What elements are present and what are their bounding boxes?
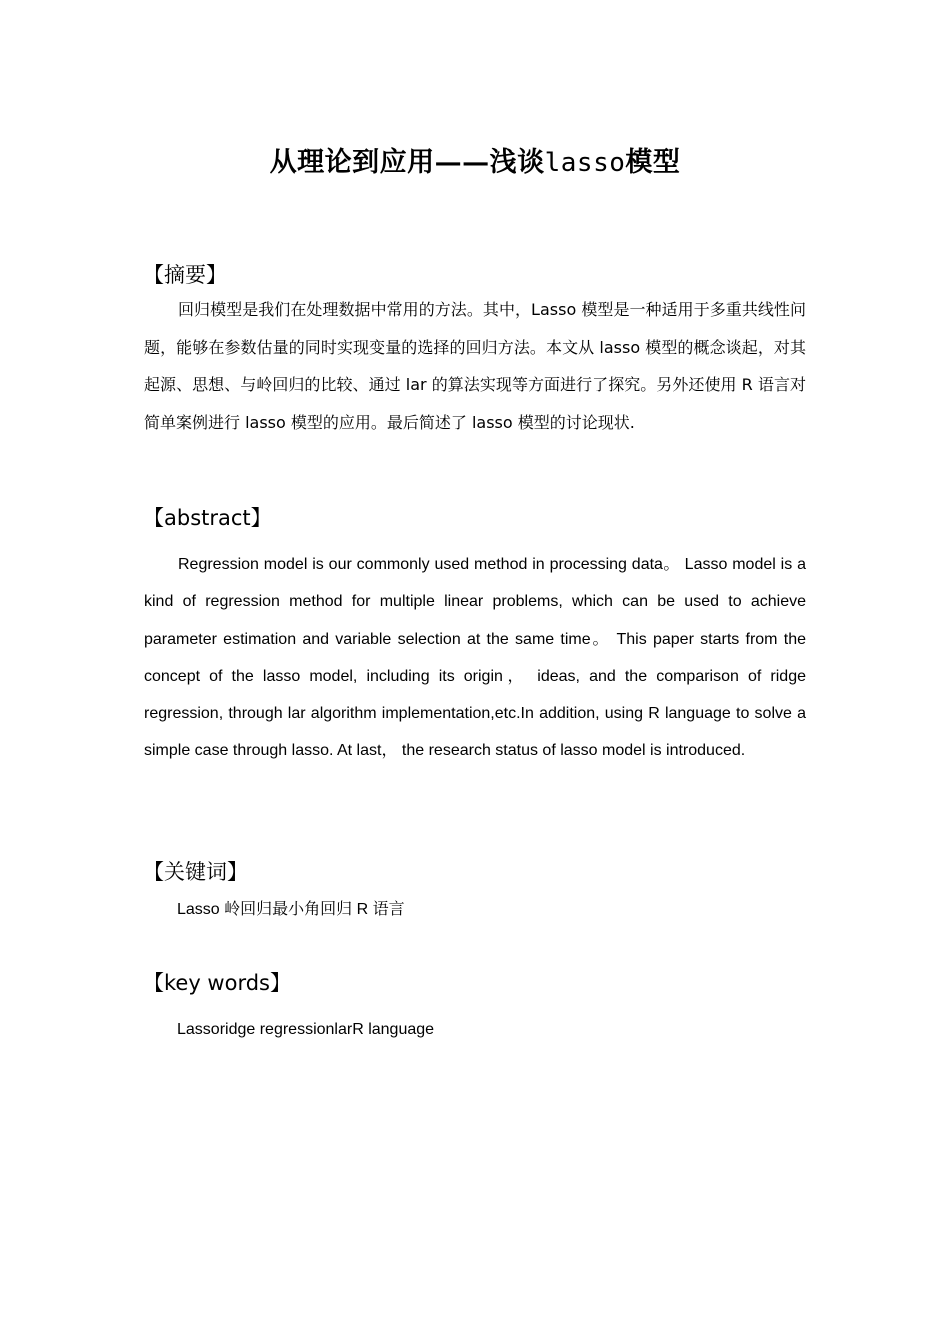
keywords-en-heading: 【key words】	[143, 971, 291, 995]
title-prefix: 从理论到应用——浅谈	[269, 147, 545, 178]
abstract-cn-text: 回归模型是我们在处理数据中常用的方法。其中，Lasso 模型是一种适用于多重共线性问题，能够在参数估量的同时实现变量的选择的回归方法。本文从 lasso 模型的概念谈起，对其起源、思想、与岭回归的比较、通过 lar 的算法实现等方面进行了探究。另外还使用 R 语言对简单案例进行 lasso 模型的应用。最后简述了 lasso 模型的讨论现状.	[144, 300, 806, 432]
abstract-cn-heading: 【摘要】	[143, 263, 227, 287]
keywords-en-text: Lassoridge regressionlarR language	[177, 1021, 435, 1038]
abstract-en-text: Regression model is our commonly used method in processing data。 Lasso model is a kind of regression method for multiple linear problems, which can be used to achieve parameter estimation and variable selection at the same time。 This paper starts from the concept of the lasso model, including its origin， ideas, and the comparison of ridge regression, through lar algorithm implementation,etc.In addition, using R language to solve a simple case through lasso. At last， the research status of lasso model is introduced.	[144, 556, 806, 760]
title-suffix: 模型	[625, 147, 681, 178]
abstract-en-heading: 【abstract】	[143, 506, 272, 530]
title-latin: lasso	[544, 148, 626, 178]
keywords-cn-text: Lasso 岭回归最小角回归 R 语言	[177, 901, 405, 918]
paper-title	[0, 140, 950, 179]
keywords-cn-heading: 【关键词】	[143, 860, 248, 884]
